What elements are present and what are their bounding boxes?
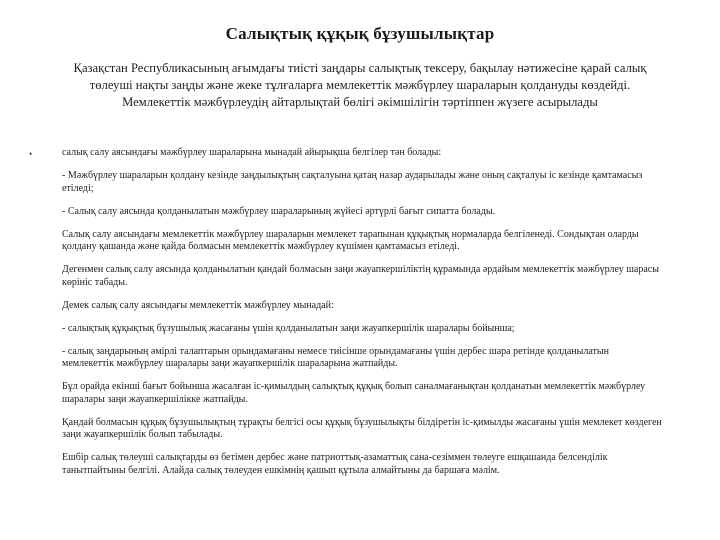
body-paragraph: Ешбір салық төлеуші салықтарды өз бетімен дербес және патриоттық-азаматтық сана-сезіммен төлеуге ешқашанда белсенділік танытпайтыны белгілі. Алайда салық төлеуден ешкімнің қашып құтыла алмайтыны да баршаға мәлім. [62,452,608,476]
body-paragraph: - Салық салу аясында қолданылатын мәжбүрлеу шараларының жүйесі әртүрлі бағыт сипатта болады. [62,205,496,217]
body-paragraph: салық салу аясындағы мәжбүрлеу шараларына мынадай айырықша белгілер тән болады: [62,147,442,158]
body-paragraph: Демек салық салу аясындағы мемлекеттік мәжбүрлеу мынадай: [62,299,334,311]
body-paragraph: - салықтық құқықтық бұзушылық жасағаны үшін қолданылатын заңи жауапкершілік шаралары бойынша; [62,322,515,334]
body-text [62,147,662,488]
body-paragraph: Қандай болмасын құқық бұзушылықтың тұрақты белгісі осы құқық бұзушылықты білдіретін іс-қимылды жасағаны үшін мемлекет көздеген заңи жауапкершілік болып табылады. [62,416,662,440]
body-paragraph: - салық заңдарының әмірлі талаптарын орындамағаны немесе тиісінше орындамағаны үшін дербес шара ретінде қолданылатын мемлекеттік мәжбүрлеу шаралары заңи жауапкершілік шараларына жатпайды. [62,345,609,369]
slide-title: Салықтық құқық бұзушылықтар [225,24,495,43]
body-paragraph: - Мәжбүрлеу шараларын қолдану кезінде заңдылықтың сақталуына қатаң назар аударылады және оның сақталуы іс кезінде қамтамасыз етіледі; [62,170,643,194]
body-paragraph: Дегенмен салық салу аясында қолданылатын қандай болмасын заңи жауапкершіліктің құрамында әрдайым мемлекеттік мәжбүрлеу шарасы көрініс табады. [62,264,659,288]
intro-paragraph: Қазақстан Республикасының ағымдағы тиісті заңдары салықтық тексеру, бақылау нәтижесіне қарай салық төлеуші нақты заңды және жеке тұлғаларға мемлекеттік мәжбүрлеу шараларын қолдануды көздейді. Мемлекеттік мәжбүрлеудің айтарлықтай бөлігі әкімшілігін тәртіппен жүзеге асырылады [73,61,647,109]
body-paragraph: Бұл орайда екінші бағыт бойынша жасалған іс-қимылдың салықтық құқық болып саналмағанықтан қолданатын мемлекеттік мәжбүрлеу шаралары заңи жауапкершілікке жатпайды. [62,381,646,405]
body-paragraph: Салық салу аясындағы мемлекеттік мәжбүрлеу шараларын мемлекет тарапынан құқықтық нормаларда белгіленеді. Сондықтан оларды қолдану қашанда және қайда болмасын мемлекеттік мәжбүрлеу күшімен қамтамасыз етіледі. [62,228,639,252]
bullet-marker: • [29,149,33,159]
